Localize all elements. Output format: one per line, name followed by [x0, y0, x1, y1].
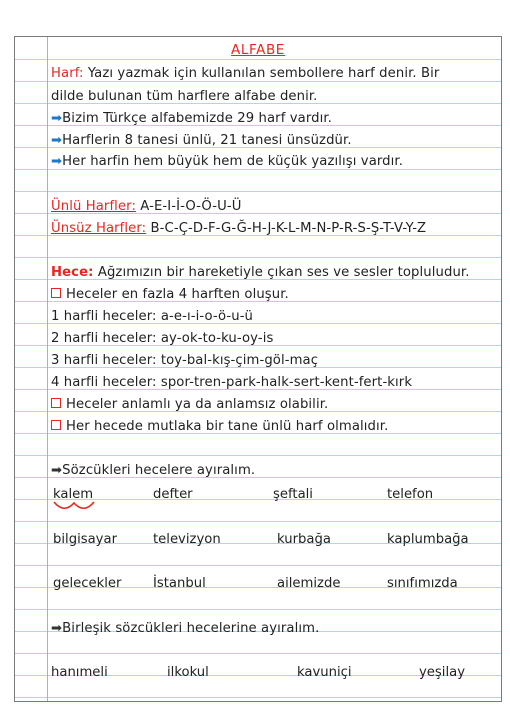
word-seftali: şeftali [273, 487, 313, 502]
arrow-icon: ➡ [51, 463, 63, 478]
rule-2: Heceler anlamlı ya da anlamsız olabilir. [51, 397, 328, 412]
ruled-line [15, 169, 501, 170]
page-title: ALFABE [231, 42, 285, 58]
unlu-harfler: Ünlü Harfler: A-E-I-İ-O-Ö-U-Ü [51, 199, 242, 214]
bullet-a2: ➡Harflerin 8 tanesi ünlü, 21 tanesi ünsüzdür. [51, 133, 352, 148]
ruled-line [15, 257, 501, 258]
ruled-line [15, 697, 501, 698]
ruled-line [15, 521, 501, 522]
rule-3: Her hecede mutlaka bir tane ünlü harf olmalıdır. [51, 419, 388, 434]
word-bilgisayar: bilgisayar [53, 532, 117, 547]
word-yesilay: yeşilay [419, 665, 466, 680]
hece-definition: Hece: Ağzımızın bir hareketiyle çıkan ses ve sesler topluludur. [51, 265, 470, 280]
word-ailemizde: ailemizde [277, 576, 341, 591]
margin-line [47, 37, 48, 701]
example-1: 1 harfli heceler: a-e-ı-i-o-ö-u-ü [51, 309, 254, 324]
bullet-a3: ➡Her harfin hem büyük hem de küçük yazılışı vardır. [51, 154, 403, 169]
word-ilkokul: ilkokul [167, 665, 209, 680]
word-gelecekler: gelecekler [53, 576, 122, 591]
word-hanimeli: hanımeli [51, 665, 108, 680]
ruled-line [15, 59, 501, 60]
notebook-page [14, 36, 502, 702]
example-3: 3 harfli heceler: toy-bal-kış-çim-göl-maç [51, 353, 319, 368]
word-kaplumbaga: kaplumbağa [387, 532, 469, 547]
arrow-icon: ➡ [51, 111, 63, 126]
checkbox-square-icon [51, 398, 61, 408]
word-kurbaga: kurbağa [277, 532, 331, 547]
arrow-icon: ➡ [51, 154, 63, 169]
word-televizyon: televizyon [153, 532, 221, 547]
word-kalem: kalem [53, 487, 94, 502]
checkbox-square-icon [51, 420, 61, 430]
word-sinifimizda: sınıfımızda [387, 576, 458, 591]
unsuz-harfler: Ünsüz Harfler: B-C-Ç-D-F-G-Ğ-H-J-K-L-M-N-P-R-S-Ş-T-V-Y-Z [51, 221, 427, 236]
ruled-line [15, 81, 501, 82]
task-2: ➡Birleşik sözcükleri hecelerine ayıralım. [51, 621, 320, 636]
syllable-mark [51, 499, 101, 513]
ruled-line [15, 191, 501, 192]
word-telefon: telefon [387, 487, 434, 502]
word-defter: defter [153, 487, 193, 502]
example-2: 2 harfli heceler: ay-ok-to-ku-oy-is [51, 331, 274, 346]
ruled-line [15, 565, 501, 566]
rule-1: Heceler en fazla 4 harften oluşur. [51, 287, 289, 302]
task-1: ➡Sözcükleri hecelere ayıralım. [51, 463, 256, 478]
ruled-line [15, 455, 501, 456]
ruled-line [15, 653, 501, 654]
word-istanbul: İstanbul [153, 576, 206, 591]
ruled-line [15, 609, 501, 610]
bullet-a1: ➡Bizim Türkçe alfabemizde 29 harf vardır. [51, 111, 332, 126]
word-kavunici: kavuniçi [297, 665, 352, 680]
harf-definition-line1: Harf: Yazı yazmak için kullanılan sembollere harf denir. Bir [51, 66, 440, 81]
checkbox-square-icon [51, 288, 61, 298]
arrow-icon: ➡ [51, 133, 63, 148]
harf-definition-line2: dilde bulunan tüm harflere alfabe denir. [51, 89, 318, 104]
arrow-icon: ➡ [51, 621, 63, 636]
example-4: 4 harfli heceler: spor-tren-park-halk-sert-kent-fert-kırk [51, 375, 413, 390]
